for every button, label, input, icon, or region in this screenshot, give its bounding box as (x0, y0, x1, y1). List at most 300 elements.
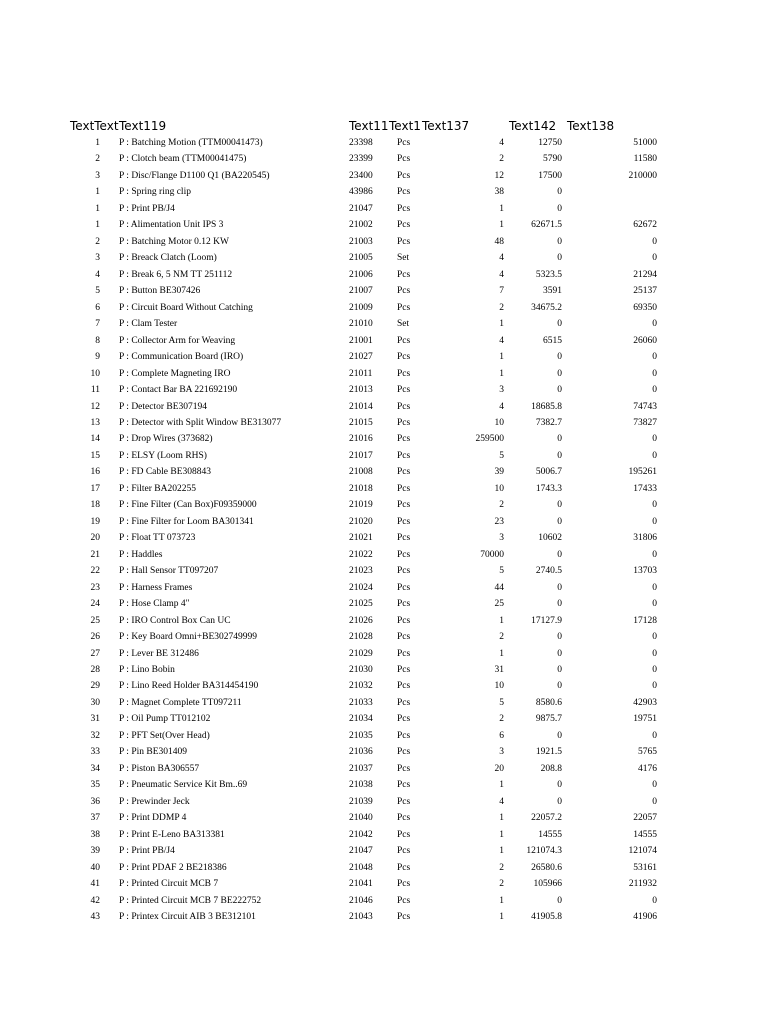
item-unit: Pcs (397, 450, 411, 461)
item-description: P : Filter BA202255 (119, 483, 196, 494)
item-total: 5765 (638, 747, 657, 758)
item-total: 211932 (628, 879, 657, 890)
item-unit: Pcs (397, 763, 411, 774)
item-price: 1743.3 (535, 483, 562, 494)
item-quantity: 1 (499, 648, 504, 659)
table-row (0, 300, 768, 316)
item-price: 0 (557, 582, 562, 593)
item-price: 26580.6 (531, 862, 562, 873)
item-code: 23400 (349, 170, 373, 181)
item-quantity: 1 (499, 352, 504, 363)
item-price: 10602 (538, 533, 562, 544)
row-number: 1 (95, 187, 100, 198)
item-code: 21028 (349, 632, 373, 643)
item-code: 21015 (349, 417, 373, 428)
row-number: 32 (90, 730, 100, 741)
row-number: 1 (95, 220, 100, 231)
item-unit: Set (397, 319, 410, 330)
item-description: P : ELSY (Loom RHS) (119, 450, 207, 461)
table-row (0, 267, 768, 283)
item-quantity: 2 (499, 632, 504, 643)
item-total: 0 (652, 549, 657, 560)
row-number: 12 (90, 401, 100, 412)
row-number: 27 (90, 648, 100, 659)
header-col-a: TextText (70, 119, 119, 133)
item-unit: Pcs (397, 154, 411, 165)
item-description: P : Circuit Board Without Catching (119, 302, 253, 313)
row-number: 10 (90, 368, 100, 379)
row-number: 7 (95, 319, 100, 330)
item-description: P : Harness Frames (119, 582, 193, 593)
item-code: 21014 (349, 401, 373, 412)
item-unit: Pcs (397, 895, 411, 906)
item-price: 62671.5 (531, 220, 562, 231)
item-description: P : Hall Sensor TT097207 (119, 566, 219, 577)
table-row (0, 250, 768, 266)
item-total: 0 (652, 796, 657, 807)
item-price: 3591 (543, 286, 562, 297)
item-unit: Pcs (397, 516, 411, 527)
item-description: P : Printex Circuit AIB 3 BE312101 (119, 912, 256, 923)
item-quantity: 4 (499, 401, 504, 412)
table-row (0, 415, 768, 431)
row-number: 23 (90, 582, 100, 593)
item-description: P : Lino Reed Holder BA314454190 (119, 681, 259, 692)
item-price: 5323.5 (535, 269, 562, 280)
item-unit: Pcs (397, 566, 411, 577)
item-total: 0 (652, 632, 657, 643)
item-quantity: 25 (494, 599, 504, 610)
item-description: P : Magnet Complete TT097211 (119, 697, 242, 708)
item-code: 21001 (349, 335, 373, 346)
item-quantity: 70000 (480, 549, 504, 560)
table-row (0, 777, 768, 793)
item-code: 23399 (349, 154, 373, 165)
row-number: 13 (90, 417, 100, 428)
item-quantity: 1 (499, 203, 504, 214)
item-description: P : PFT Set(Over Head) (119, 730, 210, 741)
item-quantity: 1 (499, 813, 504, 824)
header-col-c: Text11 (349, 119, 389, 133)
item-description: P : Fine Filter for Loom BA301341 (119, 516, 254, 527)
table-row (0, 580, 768, 596)
item-code: 21026 (349, 615, 373, 626)
item-description: P : Float TT 073723 (119, 533, 196, 544)
item-unit: Pcs (397, 170, 411, 181)
item-price: 0 (557, 434, 562, 445)
table-row (0, 629, 768, 645)
item-total: 53161 (633, 862, 657, 873)
item-price: 0 (557, 319, 562, 330)
item-unit: Set (397, 253, 410, 264)
item-total: 74743 (633, 401, 657, 412)
item-unit: Pcs (397, 599, 411, 610)
item-unit: Pcs (397, 714, 411, 725)
item-quantity: 12 (494, 170, 504, 181)
row-number: 36 (90, 796, 100, 807)
table-row (0, 184, 768, 200)
item-code: 21016 (349, 434, 373, 445)
item-price: 208.8 (540, 763, 562, 774)
item-code: 23398 (349, 138, 373, 148)
row-number: 20 (90, 533, 100, 544)
item-total: 0 (652, 450, 657, 461)
table-row (0, 761, 768, 777)
item-total: 42903 (633, 697, 657, 708)
item-unit: Pcs (397, 829, 411, 840)
item-total: 0 (652, 516, 657, 527)
item-description: P : Print E-Leno BA313381 (119, 829, 225, 840)
table-row (0, 827, 768, 843)
item-unit: Pcs (397, 220, 411, 231)
row-number: 30 (90, 697, 100, 708)
item-unit: Pcs (397, 747, 411, 758)
row-number: 11 (90, 385, 100, 396)
item-description: P : Breack Clatch (Loom) (119, 253, 217, 264)
item-price: 14555 (538, 829, 562, 840)
item-code: 21006 (349, 269, 373, 280)
header-col-e: Text137 (422, 119, 470, 133)
item-quantity: 7 (499, 286, 504, 297)
item-total: 62672 (633, 220, 657, 231)
table-row (0, 431, 768, 447)
table-row (0, 464, 768, 480)
item-quantity: 3 (499, 533, 504, 544)
row-number: 28 (90, 665, 100, 675)
item-unit: Pcs (397, 846, 411, 857)
item-price: 0 (557, 780, 562, 791)
item-unit: Pcs (397, 286, 411, 297)
item-code: 21011 (349, 368, 373, 379)
item-description: P : Pin BE301409 (119, 747, 188, 758)
item-total: 51000 (633, 138, 657, 148)
item-total: 4176 (638, 763, 657, 774)
item-total: 195261 (628, 467, 657, 478)
item-description: P : Oil Pump TT012102 (119, 714, 211, 725)
item-total: 31806 (633, 533, 657, 544)
item-code: 21023 (349, 566, 373, 577)
item-quantity: 5 (499, 450, 504, 461)
item-total: 0 (652, 385, 657, 396)
item-price: 9875.7 (535, 714, 562, 725)
item-total: 121074 (628, 846, 657, 857)
row-number: 4 (95, 269, 100, 280)
row-number: 37 (90, 813, 100, 824)
item-quantity: 5 (499, 697, 504, 708)
row-number: 38 (90, 829, 100, 840)
item-total: 17128 (633, 615, 657, 626)
row-number: 40 (90, 862, 100, 873)
item-total: 21294 (633, 269, 657, 280)
item-price: 0 (557, 368, 562, 379)
item-total: 25137 (633, 286, 657, 297)
row-number: 2 (95, 154, 100, 165)
item-price: 0 (557, 450, 562, 461)
item-quantity: 4 (499, 335, 504, 346)
item-description: P : Button BE307426 (119, 286, 201, 297)
item-price: 0 (557, 385, 562, 396)
item-unit: Pcs (397, 582, 411, 593)
item-unit: Pcs (397, 302, 411, 313)
item-code: 21003 (349, 236, 373, 247)
table-row (0, 711, 768, 727)
item-unit: Pcs (397, 615, 411, 626)
item-quantity: 6 (499, 730, 504, 741)
item-code: 21019 (349, 500, 373, 511)
item-price: 6515 (543, 335, 562, 346)
item-description: P : Communication Board (IRO) (119, 352, 244, 363)
item-quantity: 1 (499, 780, 504, 791)
item-unit: Pcs (397, 780, 411, 791)
row-number: 15 (90, 450, 100, 461)
item-unit: Pcs (397, 434, 411, 445)
item-code: 21041 (349, 879, 373, 890)
item-total: 0 (652, 352, 657, 363)
item-price: 2740.5 (535, 566, 562, 577)
row-number: 24 (90, 599, 100, 610)
item-quantity: 20 (494, 763, 504, 774)
item-code: 21038 (349, 780, 373, 791)
item-unit: Pcs (397, 417, 411, 428)
item-description: P : Drop Wires (373682) (119, 434, 213, 445)
item-description: P : Collector Arm for Weaving (119, 335, 236, 346)
item-price: 7382.7 (535, 417, 562, 428)
item-quantity: 2 (499, 714, 504, 725)
item-code: 21002 (349, 220, 373, 231)
item-price: 34675.2 (531, 302, 562, 313)
item-description: P : Lever BE 312486 (119, 648, 199, 659)
item-quantity: 48 (494, 236, 504, 247)
table-row (0, 333, 768, 349)
item-price: 121074.3 (526, 846, 562, 857)
item-description: P : Contact Bar BA 221692190 (119, 385, 238, 396)
item-price: 5790 (543, 154, 562, 165)
table-row (0, 217, 768, 233)
item-description: P : Fine Filter (Can Box)F09359000 (119, 500, 257, 511)
item-total: 13703 (633, 566, 657, 577)
item-quantity: 2 (499, 154, 504, 165)
row-number: 33 (90, 747, 100, 758)
item-code: 43986 (349, 187, 373, 198)
table-row (0, 843, 768, 859)
item-quantity: 1 (499, 220, 504, 231)
item-description: P : Print PDAF 2 BE218386 (119, 862, 227, 873)
item-code: 21033 (349, 697, 373, 708)
item-total: 41906 (633, 912, 657, 923)
item-code: 21048 (349, 862, 373, 873)
table-row (0, 876, 768, 892)
table-row (0, 662, 768, 678)
item-code: 21042 (349, 829, 373, 840)
item-code: 21032 (349, 681, 373, 692)
item-price: 12750 (538, 138, 562, 148)
item-unit: Pcs (397, 665, 411, 675)
item-code: 21027 (349, 352, 373, 363)
item-unit: Pcs (397, 632, 411, 643)
item-description: P : Spring ring clip (119, 187, 191, 198)
item-unit: Pcs (397, 648, 411, 659)
item-description: P : Batching Motor 0.12 KW (119, 236, 229, 247)
row-number: 1 (95, 203, 100, 214)
row-number: 41 (90, 879, 100, 890)
item-unit: Pcs (397, 203, 411, 214)
item-code: 21009 (349, 302, 373, 313)
row-number: 2 (95, 236, 100, 247)
item-total: 11580 (633, 154, 657, 165)
item-total: 73827 (633, 417, 657, 428)
table-row (0, 168, 768, 184)
item-quantity: 31 (494, 665, 504, 675)
item-quantity: 1 (499, 368, 504, 379)
item-description: P : Break 6, 5 NM TT 251112 (119, 269, 233, 280)
item-quantity: 1 (499, 319, 504, 330)
item-unit: Pcs (397, 912, 411, 923)
item-quantity: 2 (499, 500, 504, 511)
item-price: 0 (557, 500, 562, 511)
item-description: P : Pneumatic Service Kit Bm..69 (119, 780, 248, 791)
item-description: P : Printed Circuit MCB 7 (119, 879, 219, 890)
item-description: P : Hose Clamp 4" (119, 599, 190, 610)
row-number: 9 (95, 352, 100, 363)
item-unit: Pcs (397, 467, 411, 478)
item-description: P : FD Cable BE308843 (119, 467, 212, 478)
item-unit: Pcs (397, 483, 411, 494)
row-number: 19 (90, 516, 100, 527)
row-number: 29 (90, 681, 100, 692)
item-code: 21030 (349, 665, 373, 675)
item-unit: Pcs (397, 368, 411, 379)
item-quantity: 3 (499, 747, 504, 758)
item-code: 21036 (349, 747, 373, 758)
item-code: 21047 (349, 846, 373, 857)
row-number: 39 (90, 846, 100, 857)
item-code: 21035 (349, 730, 373, 741)
item-total: 0 (652, 681, 657, 692)
item-price: 0 (557, 203, 562, 214)
table-row (0, 514, 768, 530)
item-total: 0 (652, 434, 657, 445)
row-number: 3 (95, 253, 100, 264)
item-price: 18685.8 (531, 401, 562, 412)
row-number: 17 (90, 483, 100, 494)
item-quantity: 5 (499, 566, 504, 577)
row-number: 5 (95, 286, 100, 297)
table-row (0, 810, 768, 826)
row-number: 21 (90, 549, 100, 560)
item-price: 41905.8 (531, 912, 562, 923)
item-quantity: 44 (494, 582, 504, 593)
item-description: P : Haddles (119, 549, 163, 560)
table-row (0, 794, 768, 810)
item-code: 21040 (349, 813, 373, 824)
item-description: P : Piston BA306557 (119, 763, 200, 774)
item-code: 21034 (349, 714, 373, 725)
table-row (0, 909, 768, 925)
item-price: 5006.7 (535, 467, 562, 478)
row-number: 34 (90, 763, 100, 774)
item-quantity: 1 (499, 829, 504, 840)
item-quantity: 4 (499, 269, 504, 280)
item-code: 21043 (349, 912, 373, 923)
item-unit: Pcs (397, 385, 411, 396)
row-number: 8 (95, 335, 100, 346)
table-row (0, 382, 768, 398)
item-price: 0 (557, 895, 562, 906)
table-row (0, 893, 768, 909)
item-unit: Pcs (397, 813, 411, 824)
item-price: 0 (557, 516, 562, 527)
item-description: P : Print DDMP 4 (119, 813, 187, 824)
item-total: 69350 (633, 302, 657, 313)
header-col-f: Text142 (509, 119, 557, 133)
item-price: 0 (557, 681, 562, 692)
item-quantity: 1 (499, 912, 504, 923)
item-price: 0 (557, 236, 562, 247)
item-price: 0 (557, 665, 562, 675)
item-unit: Pcs (397, 187, 411, 198)
item-description: P : Batching Motion (TTM00041473) (119, 138, 263, 148)
item-description: P : Printed Circuit MCB 7 BE222752 (119, 895, 262, 906)
table-row (0, 283, 768, 299)
row-number: 16 (90, 467, 100, 478)
item-description: P : Print PB/J4 (119, 203, 175, 214)
item-quantity: 2 (499, 862, 504, 873)
item-code: 21005 (349, 253, 373, 264)
item-total: 0 (652, 582, 657, 593)
item-unit: Pcs (397, 697, 411, 708)
item-quantity: 4 (499, 253, 504, 264)
table-row (0, 860, 768, 876)
item-total: 0 (652, 236, 657, 247)
item-quantity: 10 (494, 417, 504, 428)
item-code: 21037 (349, 763, 373, 774)
table-row (0, 678, 768, 694)
table-row (0, 201, 768, 217)
item-price: 0 (557, 352, 562, 363)
item-description: P : Alimentation Unit IPS 3 (119, 220, 224, 231)
item-price: 0 (557, 796, 562, 807)
item-total: 0 (652, 648, 657, 659)
item-total: 19751 (633, 714, 657, 725)
table-row (0, 547, 768, 563)
item-price: 8580.6 (535, 697, 562, 708)
item-description: P : Prewinder Jeck (119, 796, 190, 807)
item-code: 21025 (349, 599, 373, 610)
row-number: 1 (95, 138, 100, 148)
header-col-b: Text119 (119, 119, 167, 133)
item-code: 21046 (349, 895, 373, 906)
item-unit: Pcs (397, 879, 411, 890)
table-row (0, 151, 768, 167)
item-unit: Pcs (397, 269, 411, 280)
item-description: P : IRO Control Box Can UC (119, 615, 231, 626)
table-row (0, 646, 768, 662)
table-row (0, 481, 768, 497)
header-col-d: Text1 (389, 119, 421, 133)
item-quantity: 1 (499, 895, 504, 906)
item-total: 26060 (633, 335, 657, 346)
item-code: 21018 (349, 483, 373, 494)
table-row (0, 349, 768, 365)
item-price: 105966 (533, 879, 562, 890)
item-unit: Pcs (397, 352, 411, 363)
table-row (0, 728, 768, 744)
table-row (0, 448, 768, 464)
item-quantity: 4 (499, 796, 504, 807)
item-table (0, 135, 768, 926)
table-row (0, 316, 768, 332)
item-unit: Pcs (397, 730, 411, 741)
